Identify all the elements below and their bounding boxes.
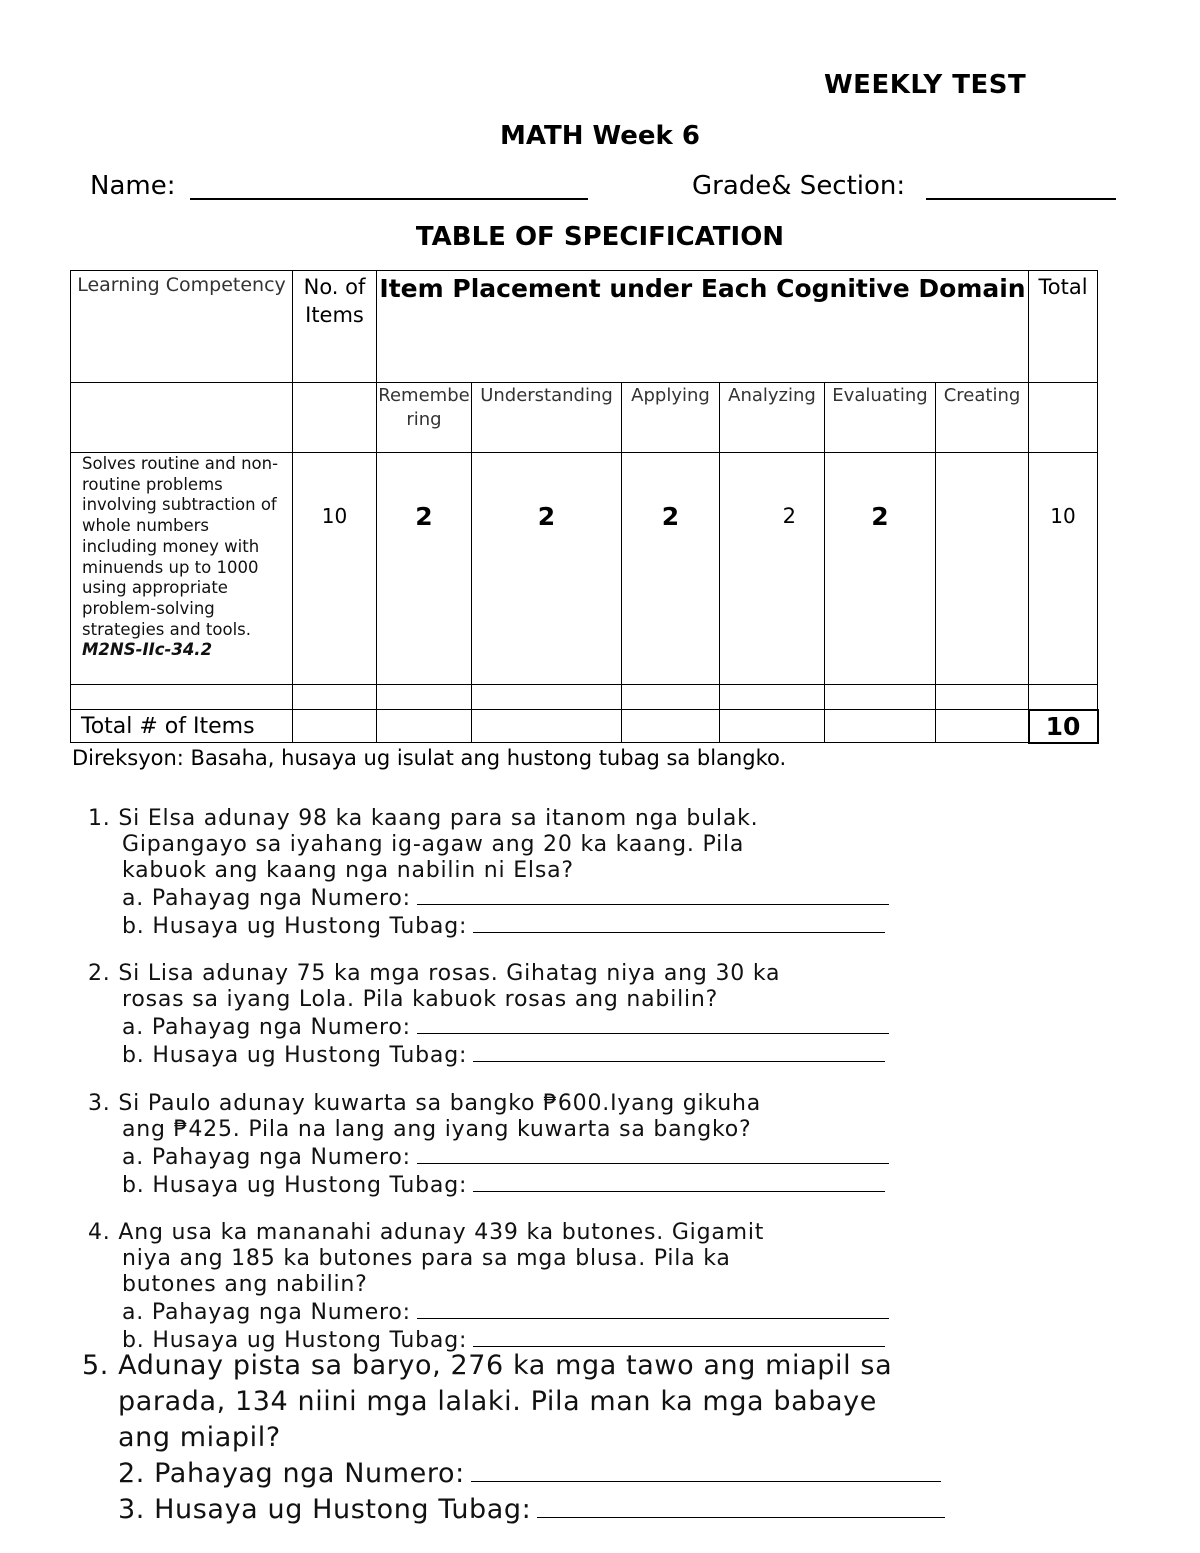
answer-blank[interactable] bbox=[473, 1171, 885, 1192]
subject-title: MATH Week 6 bbox=[500, 121, 700, 151]
row-total: 10 bbox=[1029, 453, 1098, 685]
question-text: butones ang nabilin? bbox=[122, 1272, 368, 1297]
grade-section-blank[interactable] bbox=[926, 198, 1116, 200]
evaluating-count: 2 bbox=[825, 453, 936, 685]
question-text: Si Lisa adunay 75 ka mga rosas. Gihatag niya ang 30 ka bbox=[118, 961, 781, 986]
answer-blank[interactable] bbox=[417, 884, 889, 905]
competency-text: Solves routine and non-routine problems involving subtraction of whole numbers including money with minuends up to 1000 using appropriate problem-solving strategies and tools. bbox=[82, 454, 279, 639]
solution-label: b. Husaya ug Hustong Tubag: bbox=[122, 1328, 468, 1353]
empty-cell bbox=[472, 710, 622, 743]
question-number: 1. bbox=[88, 806, 111, 831]
question-number: 2. bbox=[88, 961, 111, 986]
answer-blank[interactable] bbox=[417, 1143, 889, 1164]
solution-label: b. Husaya ug Hustong Tubag: bbox=[122, 1173, 468, 1198]
numeric-statement-label: 2. Pahayag nga Numero: bbox=[118, 1458, 465, 1489]
empty-cell bbox=[293, 383, 377, 453]
header-applying: Applying bbox=[622, 383, 720, 453]
remembering-count: 2 bbox=[377, 453, 472, 685]
header-analyzing: Analyzing bbox=[720, 383, 825, 453]
numeric-statement-label: a. Pahayag nga Numero: bbox=[122, 1015, 411, 1040]
empty-cell bbox=[936, 685, 1029, 710]
header-cognitive-domain: Item Placement under Each Cognitive Domain bbox=[377, 271, 1029, 383]
empty-cell bbox=[936, 710, 1029, 743]
empty-cell bbox=[825, 710, 936, 743]
header-creating: Creating bbox=[936, 383, 1029, 453]
competency-cell bbox=[71, 453, 293, 685]
answer-blank[interactable] bbox=[473, 1326, 885, 1347]
question-4 bbox=[88, 1220, 889, 1354]
answer-blank[interactable] bbox=[471, 1457, 941, 1482]
question-2 bbox=[88, 961, 889, 1069]
question-text: ang miapil? bbox=[118, 1422, 281, 1453]
empty-cell bbox=[71, 383, 293, 453]
question-text: ang ₱425. Pila na lang ang iyang kuwarta sa bangko? bbox=[122, 1117, 752, 1142]
grade-section-label: Grade& Section: bbox=[692, 171, 906, 201]
question-3 bbox=[88, 1091, 889, 1199]
answer-blank[interactable] bbox=[473, 1041, 885, 1062]
empty-cell bbox=[472, 685, 622, 710]
header-evaluating: Evaluating bbox=[825, 383, 936, 453]
header-learning-competency: Learning Competency bbox=[71, 271, 293, 383]
question-4-clip bbox=[80, 1220, 1040, 1353]
applying-count: 2 bbox=[622, 453, 720, 685]
question-text: parada, 134 niini mga lalaki. Pila man ka mga babaye bbox=[118, 1386, 877, 1417]
question-text: Ang usa ka mananahi adunay 439 ka butones. Gigamit bbox=[118, 1220, 765, 1245]
answer-blank[interactable] bbox=[537, 1493, 945, 1518]
solution-label: b. Husaya ug Hustong Tubag: bbox=[122, 914, 468, 939]
directions: Direksyon: Basaha, husaya ug isulat ang hustong tubag sa blangko. bbox=[72, 746, 787, 770]
understanding-count: 2 bbox=[472, 453, 622, 685]
name-label: Name: bbox=[90, 171, 176, 201]
grand-total: 10 bbox=[1029, 710, 1098, 743]
question-number: 5. bbox=[82, 1350, 109, 1381]
empty-cell bbox=[622, 710, 720, 743]
empty-cell bbox=[293, 685, 377, 710]
empty-cell bbox=[377, 685, 472, 710]
solution-label: 3. Husaya ug Hustong Tubag: bbox=[118, 1494, 532, 1525]
question-1 bbox=[88, 806, 889, 940]
competency-code: M2NS-IIc-34.2 bbox=[82, 640, 213, 660]
answer-blank[interactable] bbox=[417, 1298, 889, 1319]
empty-cell bbox=[720, 685, 825, 710]
header-understanding: Understanding bbox=[472, 383, 622, 453]
weekly-test-heading: WEEKLY TEST bbox=[824, 70, 1027, 100]
question-text: Adunay pista sa baryo, 276 ka mga tawo ang miapil sa bbox=[118, 1350, 893, 1381]
table-of-specification bbox=[70, 270, 1099, 744]
answer-blank[interactable] bbox=[417, 1013, 889, 1034]
question-text: kabuok ang kaang nga nabilin ni Elsa? bbox=[122, 858, 574, 883]
question-text: Gipangayo sa iyahang ig-agaw ang 20 ka kaang. Pila bbox=[122, 832, 745, 857]
empty-cell bbox=[622, 685, 720, 710]
question-text: rosas sa iyang Lola. Pila kabuok rosas ang nabilin? bbox=[122, 987, 719, 1012]
empty-cell bbox=[825, 685, 936, 710]
header-total: Total bbox=[1029, 271, 1098, 383]
question-text: Si Elsa adunay 98 ka kaang para sa itanom nga bulak. bbox=[118, 806, 759, 831]
name-blank[interactable] bbox=[190, 198, 588, 200]
question-number: 3. bbox=[88, 1091, 111, 1116]
answer-blank[interactable] bbox=[473, 912, 885, 933]
table-title: TABLE OF SPECIFICATION bbox=[415, 222, 785, 252]
solution-label: b. Husaya ug Hustong Tubag: bbox=[122, 1043, 468, 1068]
empty-cell bbox=[720, 710, 825, 743]
question-number: 4. bbox=[88, 1220, 111, 1245]
total-items-label: Total # of Items bbox=[71, 710, 293, 743]
creating-count bbox=[936, 453, 1029, 685]
numeric-statement-label: a. Pahayag nga Numero: bbox=[122, 886, 411, 911]
question-5 bbox=[82, 1348, 945, 1528]
header-remembering: Remembering bbox=[377, 383, 472, 453]
empty-cell bbox=[1029, 383, 1098, 453]
numeric-statement-label: a. Pahayag nga Numero: bbox=[122, 1300, 411, 1325]
question-text: Si Paulo adunay kuwarta sa bangko ₱600.Iyang gikuha bbox=[118, 1091, 762, 1116]
analyzing-count: 2 bbox=[720, 453, 825, 685]
empty-cell bbox=[71, 685, 293, 710]
items-count: 10 bbox=[293, 453, 377, 685]
empty-cell bbox=[377, 710, 472, 743]
empty-cell bbox=[1029, 685, 1098, 710]
question-text: niya ang 185 ka butones para sa mga blusa. Pila ka bbox=[122, 1246, 731, 1271]
numeric-statement-label: a. Pahayag nga Numero: bbox=[122, 1145, 411, 1170]
empty-cell bbox=[293, 710, 377, 743]
header-no-of-items: No. of Items bbox=[293, 271, 377, 383]
